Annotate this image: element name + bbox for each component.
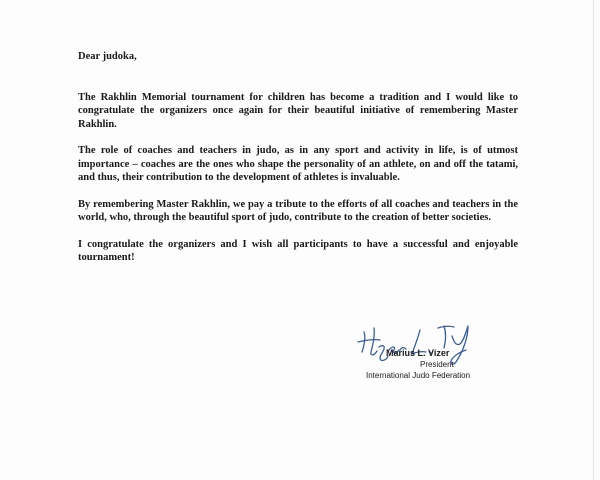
letter-paragraph-1: The Rakhlin Memorial tournament for children has become a tradition and I would like to congratulate the organizers once again for their beautiful initiative of remembering Master Rakhlin. [78, 91, 518, 130]
letter-body [78, 50, 518, 278]
signer-name: Marius L. Vizer [386, 348, 450, 358]
signer-title: President [420, 360, 454, 369]
letter-paragraph-4: I congratulate the organizers and I wish all participants to have a successful and enjoyable tournament! [78, 238, 518, 263]
letter-paragraph-2: The role of coaches and teachers in judo, as in any sport and activity in life, is of utmost importance – coaches are the ones who shape the personality of an athlete, on and off the tatami, and thus, their contribution to the development of athletes is invaluable. [78, 145, 518, 183]
signature-block [356, 318, 506, 388]
page-edge-line [593, 0, 594, 480]
handwritten-signature [356, 318, 506, 366]
letter-paragraph-3: By remembering Master Rakhlin, we pay a tribute to the efforts of all coaches and teachers in the world, who, through the beautiful sport of judo, contribute to the creation of better societies. [78, 198, 518, 223]
letter-greeting: Dear judoka, [78, 51, 137, 62]
signer-organization: International Judo Federation [366, 371, 471, 380]
